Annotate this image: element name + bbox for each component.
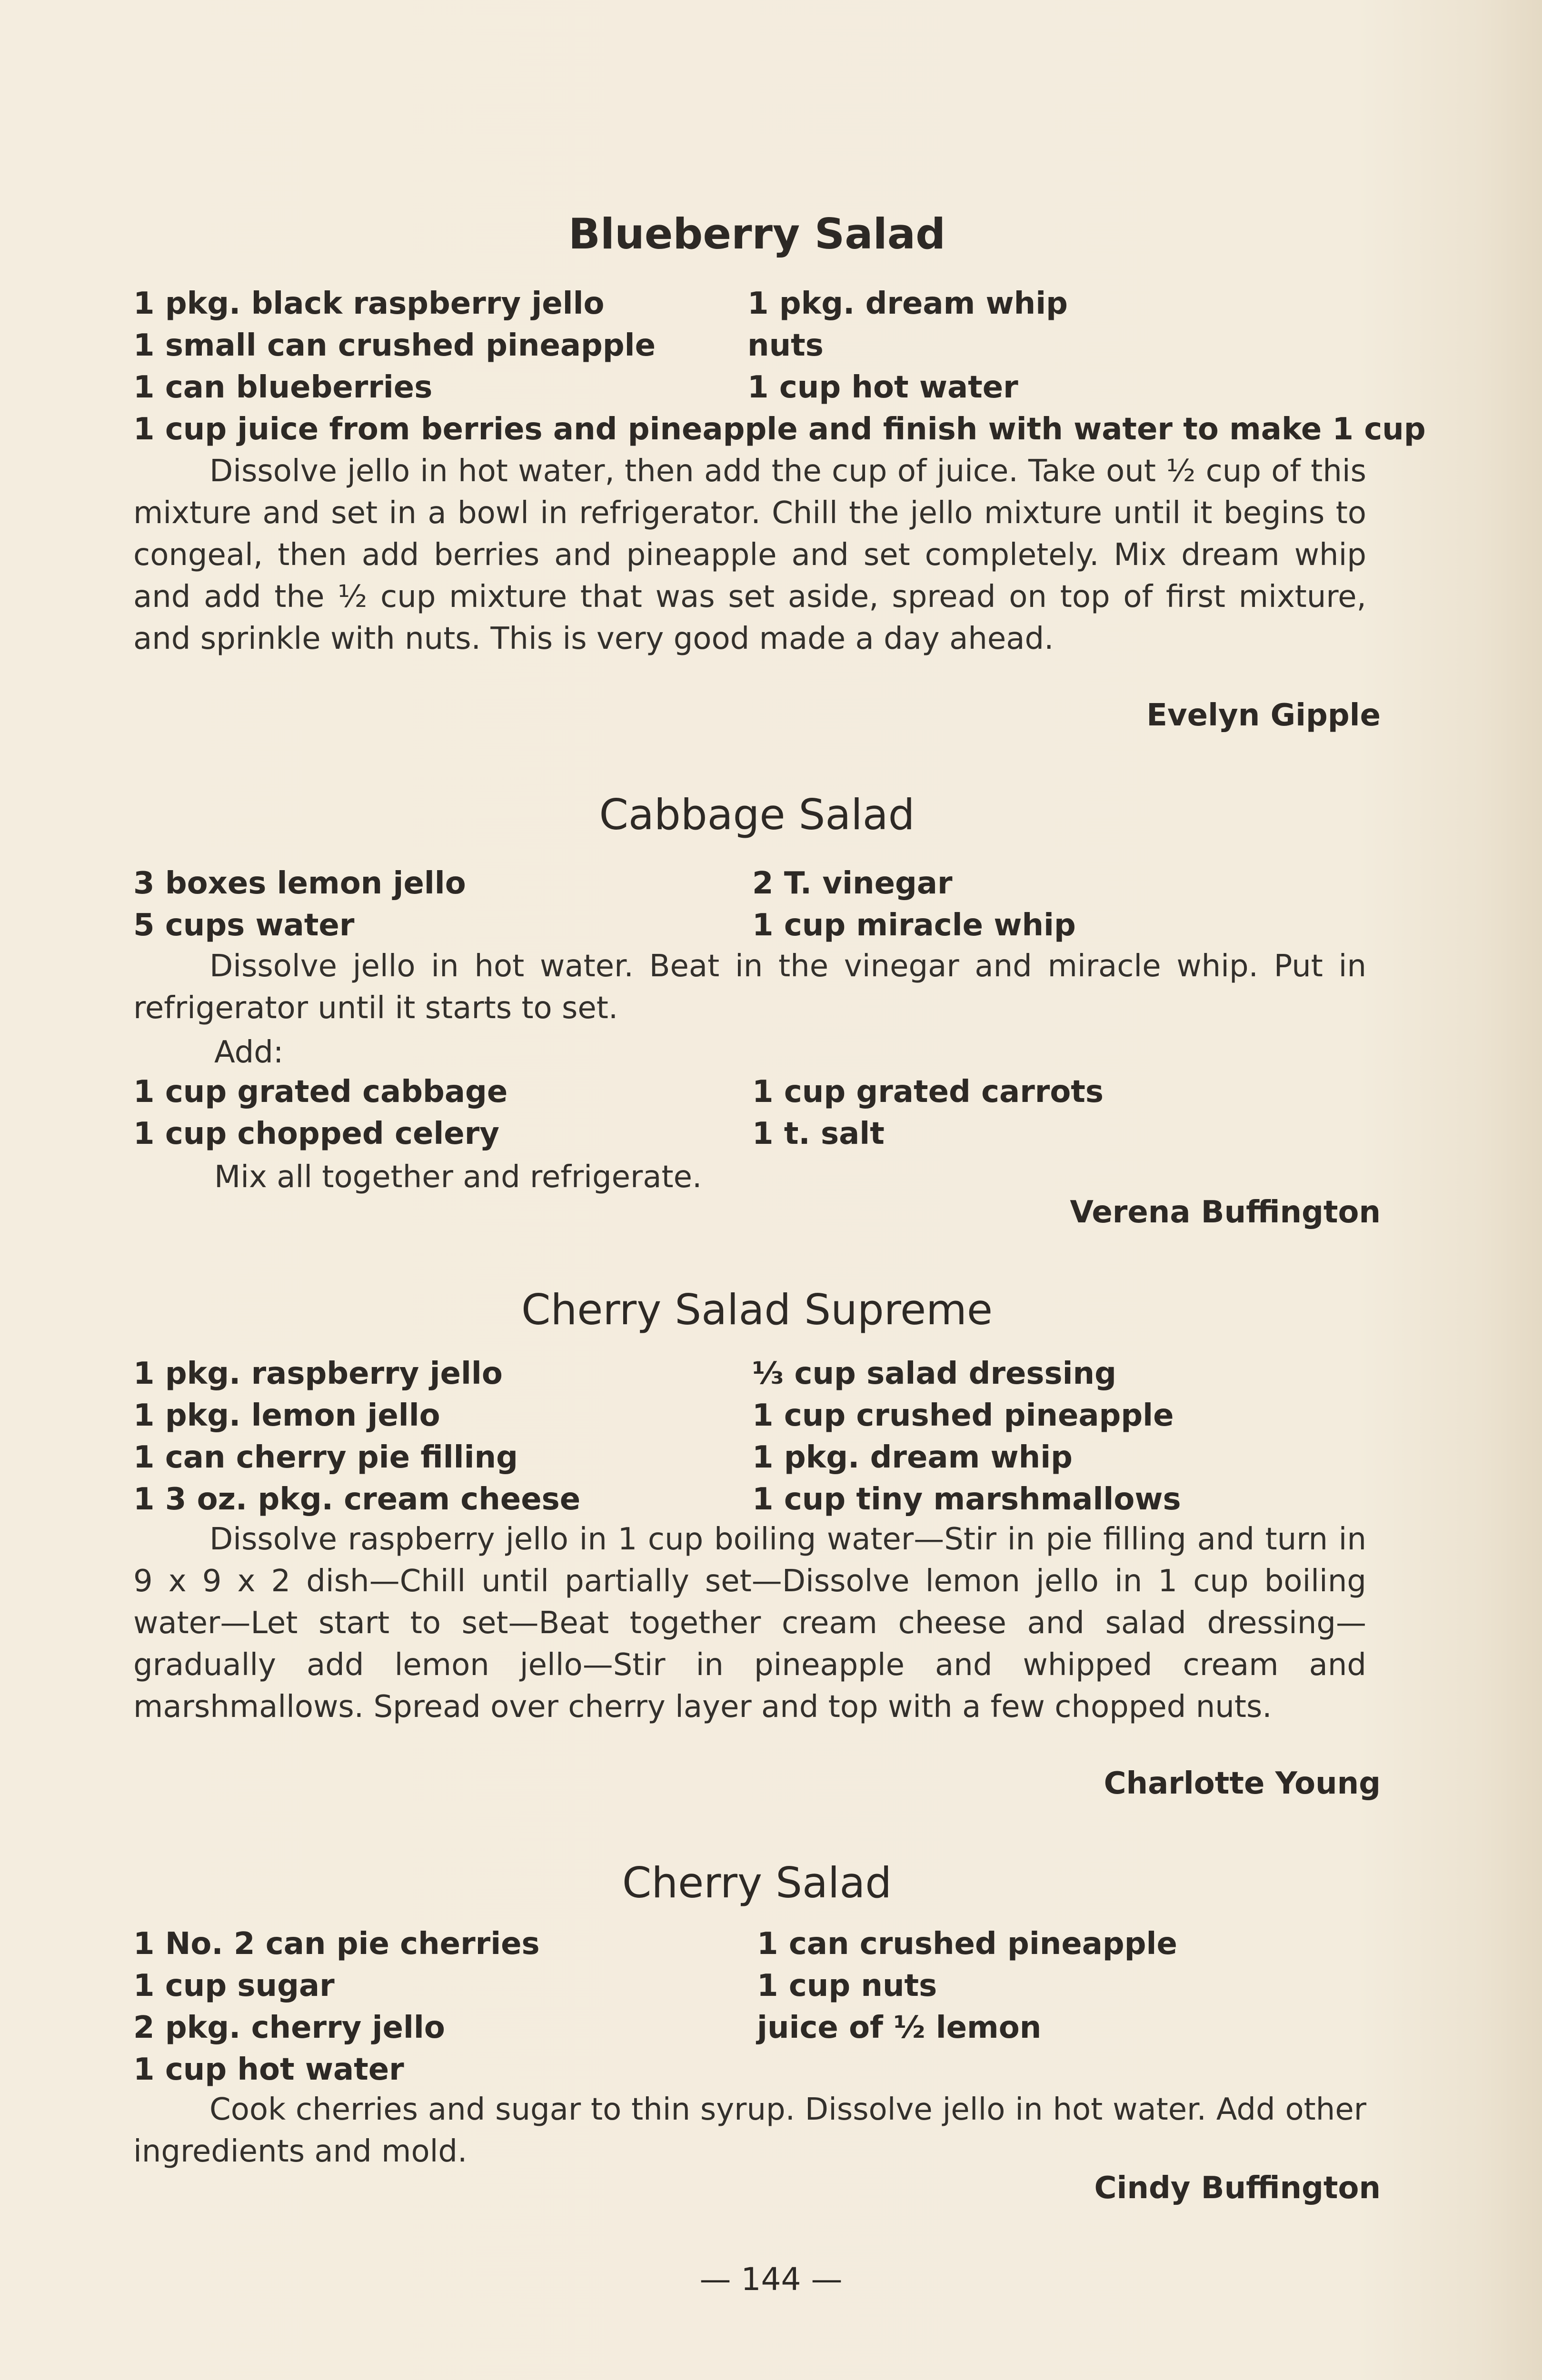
ingredient: 1 cup miracle whip (752, 908, 1076, 943)
recipe-title: Blueberry Salad (568, 209, 946, 258)
add-label: Add: (214, 1035, 284, 1070)
ingredient: 1 cup grated cabbage (133, 1074, 508, 1110)
recipe-title: Cabbage Salad (599, 790, 915, 839)
ingredients-left-column (133, 863, 466, 946)
ingredient: 1 pkg. lemon jello (133, 1398, 440, 1433)
ingredient: 1 cup nuts (757, 1968, 937, 2003)
recipe-author: Charlotte Young (1104, 1766, 1381, 1801)
recipe-author: Verena Buffington (1070, 1195, 1381, 1230)
ingredient: 1 cup crushed pineapple (752, 1398, 1174, 1433)
ingredient: 1 cup hot water (747, 370, 1018, 405)
ingredient: 3 boxes lemon jello (133, 866, 466, 901)
ingredients-left-column (133, 283, 656, 408)
recipe-author: Cindy Buffington (1094, 2171, 1381, 2206)
ingredient: 1 can cherry pie filling (133, 1440, 518, 1475)
recipe-author: Evelyn Gipple (1146, 698, 1381, 733)
ingredients-right-column (752, 1071, 1104, 1155)
recipe-directions: Cook cherries and sugar to thin syrup. Dissolve jello in hot water. Add other ingredients and mold. (133, 2092, 1366, 2169)
ingredient: 1 3 oz. pkg. cream cheese (133, 1482, 581, 1517)
recipe-directions: Dissolve jello in hot water. Beat in the vinegar and miracle whip. Put in refrigerator until it starts to set. (133, 949, 1366, 1026)
page-number: — 144 — (699, 2261, 843, 2298)
ingredient: 1 No. 2 can pie cherries (133, 1926, 540, 1962)
ingredients-left-column (133, 1353, 580, 1520)
ingredient: 1 small can crushed pineapple (133, 328, 656, 363)
recipe-directions-2: Mix all together and refrigerate. (214, 1160, 702, 1195)
ingredient: 1 cup sugar (133, 1968, 335, 2003)
ingredients-left-column (133, 1923, 540, 2091)
ingredient: 1 pkg. dream whip (747, 286, 1068, 321)
ingredient: 1 can blueberries (133, 370, 433, 405)
recipe-directions: Dissolve raspberry jello in 1 cup boiling water—Stir in pie filling and turn in 9 x 9 x 2 dish—Chill until partially set—Dissolve lemon jello in 1 cup boiling water—Let start to set—Beat together cream cheese and salad dressing—gradually add lemon jello—Stir in pineapple and whipped cream and marshmallows. Spread over cherry layer and top with a few chopped nuts. (133, 1522, 1366, 1725)
ingredient: 1 pkg. raspberry jello (133, 1356, 503, 1391)
ingredient: 1 cup grated carrots (752, 1074, 1104, 1110)
ingredient: 1 t. salt (752, 1116, 885, 1151)
ingredients-right-column (757, 1923, 1177, 2049)
ingredient: 2 pkg. cherry jello (133, 2010, 445, 2045)
ingredient: 2 T. vinegar (752, 866, 953, 901)
ingredient: 1 can crushed pineapple (757, 1926, 1177, 1962)
ingredient: 5 cups water (133, 908, 355, 943)
recipe-title: Cherry Salad Supreme (521, 1285, 993, 1334)
ingredient: 1 cup tiny marshmallows (752, 1482, 1181, 1517)
ingredient-full-width: 1 cup juice from berries and pineapple and finish with water to make 1 cup (133, 412, 1426, 447)
ingredient: 1 cup chopped celery (133, 1116, 499, 1151)
ingredient: ⅓ cup salad dressing (752, 1356, 1116, 1391)
ingredient: nuts (747, 328, 824, 363)
ingredient: 1 pkg. black raspberry jello (133, 286, 605, 321)
ingredient: 1 pkg. dream whip (752, 1440, 1073, 1475)
ingredients-right-column (747, 283, 1068, 408)
ingredient: juice of ½ lemon (757, 2010, 1042, 2045)
ingredients-left-column (133, 1071, 507, 1155)
ingredients-right-column (752, 863, 1076, 946)
ingredient: 1 cup hot water (133, 2052, 404, 2087)
recipe-title: Cherry Salad (622, 1858, 892, 1907)
recipe-directions: Dissolve jello in hot water, then add the cup of juice. Take out ½ cup of this mixture and set in a bowl in refrigerator. Chill the jello mixture until it begins to congeal, then add berries and pineapple and set completely. Mix dream whip and add the ½ cup mixture that was set aside, spread on top of first mixture, and sprinkle with nuts. This is very good made a day ahead. (133, 454, 1366, 656)
ingredients-right-column (752, 1353, 1181, 1520)
